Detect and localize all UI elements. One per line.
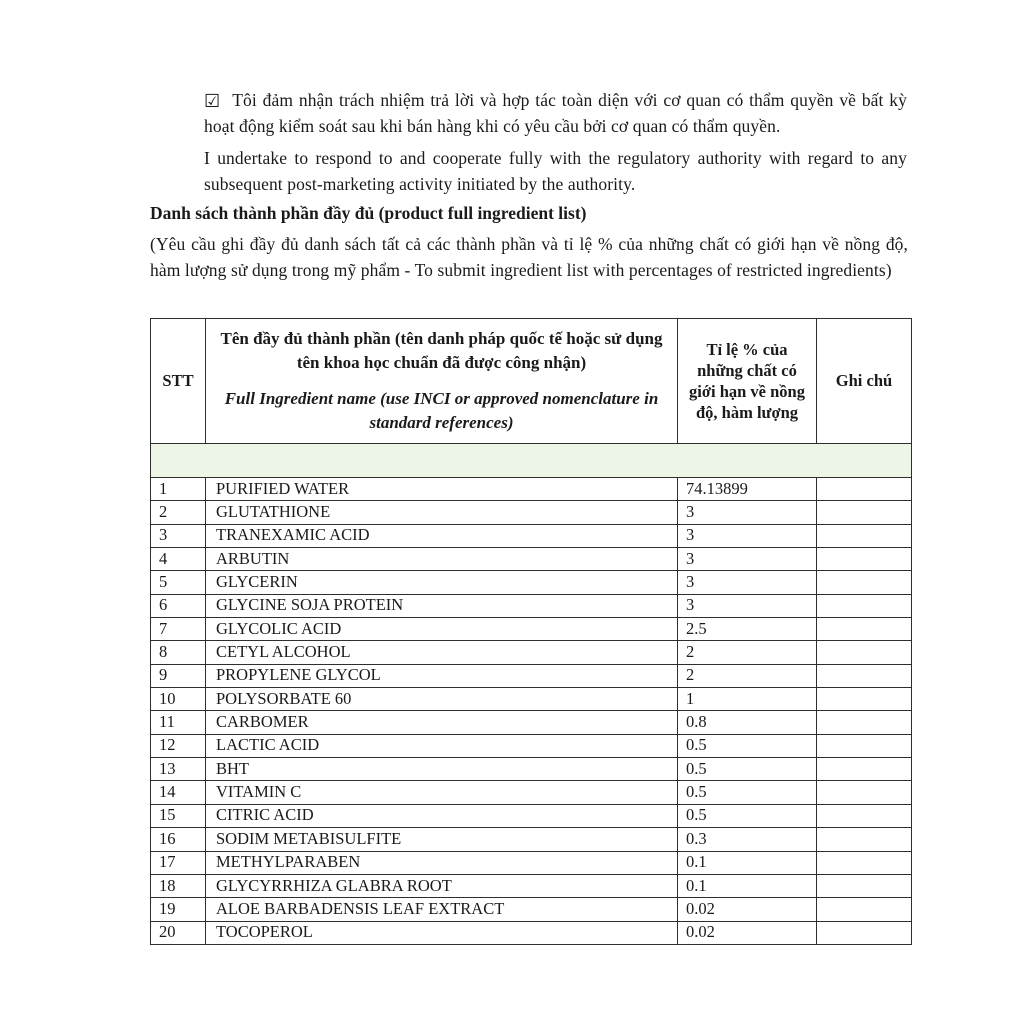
row-note bbox=[817, 804, 912, 827]
row-stt: 19 bbox=[151, 898, 206, 921]
row-ingredient-name: SODIM METABISULFITE bbox=[206, 828, 678, 851]
declaration-paragraph-en: I undertake to respond to and cooperate fully with the regulatory authority with regard to any subsequent post-marketing activity initiated by the authority. bbox=[204, 148, 907, 194]
row-percent: 0.5 bbox=[678, 758, 817, 781]
row-stt: 20 bbox=[151, 921, 206, 944]
row-note bbox=[817, 851, 912, 874]
row-ingredient-name: POLYSORBATE 60 bbox=[206, 688, 678, 711]
row-note bbox=[817, 898, 912, 921]
table-row bbox=[151, 571, 912, 594]
row-ingredient-name: GLYCOLIC ACID bbox=[206, 618, 678, 641]
row-note bbox=[817, 664, 912, 687]
table-row bbox=[151, 781, 912, 804]
table-row bbox=[151, 758, 912, 781]
row-ingredient-name: TOCOPEROL bbox=[206, 921, 678, 944]
row-stt: 10 bbox=[151, 688, 206, 711]
row-ingredient-name: BHT bbox=[206, 758, 678, 781]
section-note-paragraph: (Yêu cầu ghi đầy đủ danh sách tất cả các thành phần và tỉ lệ % của những chất có giới hạn về nồng độ, hàm lượng sử dụng trong mỹ phẩm - To submit ingredient list with percentages of restricted ingredients) bbox=[150, 234, 908, 280]
row-stt: 11 bbox=[151, 711, 206, 734]
row-ingredient-name: GLYCERIN bbox=[206, 571, 678, 594]
row-note bbox=[817, 641, 912, 664]
row-percent: 1 bbox=[678, 688, 817, 711]
row-stt: 1 bbox=[151, 478, 206, 501]
row-ingredient-name: VITAMIN C bbox=[206, 781, 678, 804]
checked-checkbox-icon: ☑ bbox=[204, 91, 221, 111]
row-stt: 8 bbox=[151, 641, 206, 664]
row-note bbox=[817, 874, 912, 897]
table-row bbox=[151, 594, 912, 617]
empty-highlight-cell bbox=[151, 444, 912, 478]
header-percent: Tỉ lệ % của những chất có giới hạn về nồng độ, hàm lượng bbox=[678, 319, 817, 444]
header-ingredient-name bbox=[206, 319, 678, 444]
table-row bbox=[151, 618, 912, 641]
header-note: Ghi chú bbox=[817, 319, 912, 444]
table-row bbox=[151, 641, 912, 664]
row-stt: 3 bbox=[151, 524, 206, 547]
row-ingredient-name: GLYCINE SOJA PROTEIN bbox=[206, 594, 678, 617]
row-percent: 3 bbox=[678, 501, 817, 524]
row-note bbox=[817, 548, 912, 571]
table-row bbox=[151, 664, 912, 687]
row-ingredient-name: METHYLPARABEN bbox=[206, 851, 678, 874]
row-note bbox=[817, 571, 912, 594]
row-stt: 5 bbox=[151, 571, 206, 594]
row-ingredient-name: CETYL ALCOHOL bbox=[206, 641, 678, 664]
row-percent: 0.02 bbox=[678, 921, 817, 944]
row-percent: 0.5 bbox=[678, 781, 817, 804]
declaration-text-vi: Tôi đảm nhận trách nhiệm trả lời và hợp tác toàn diện với cơ quan có thẩm quyền về bất kỳ hoạt động kiểm soát sau khi bán hàng khi có yêu cầu bởi cơ quan có thẩm quyền. bbox=[204, 90, 907, 136]
table-row bbox=[151, 921, 912, 944]
row-note bbox=[817, 921, 912, 944]
table-row bbox=[151, 711, 912, 734]
row-ingredient-name: PURIFIED WATER bbox=[206, 478, 678, 501]
row-stt: 16 bbox=[151, 828, 206, 851]
row-stt: 18 bbox=[151, 874, 206, 897]
table-row bbox=[151, 874, 912, 897]
ingredient-table bbox=[150, 318, 912, 945]
header-ingredient-name-en: Full Ingredient name (use INCI or approved nomenclature in standard references) bbox=[224, 389, 659, 432]
row-ingredient-name: PROPYLENE GLYCOL bbox=[206, 664, 678, 687]
row-percent: 3 bbox=[678, 571, 817, 594]
row-ingredient-name: LACTIC ACID bbox=[206, 734, 678, 757]
row-note bbox=[817, 758, 912, 781]
row-stt: 12 bbox=[151, 734, 206, 757]
table-row bbox=[151, 524, 912, 547]
row-note bbox=[817, 828, 912, 851]
row-percent: 74.13899 bbox=[678, 478, 817, 501]
row-ingredient-name: CARBOMER bbox=[206, 711, 678, 734]
row-percent: 2 bbox=[678, 664, 817, 687]
section-heading: Danh sách thành phần đầy đủ (product full ingredient list) bbox=[150, 203, 587, 223]
row-percent: 3 bbox=[678, 524, 817, 547]
row-note bbox=[817, 688, 912, 711]
table-row bbox=[151, 478, 912, 501]
table-row bbox=[151, 734, 912, 757]
table-row bbox=[151, 548, 912, 571]
row-ingredient-name: ARBUTIN bbox=[206, 548, 678, 571]
row-stt: 7 bbox=[151, 618, 206, 641]
row-note bbox=[817, 501, 912, 524]
row-percent: 0.02 bbox=[678, 898, 817, 921]
row-ingredient-name: GLUTATHIONE bbox=[206, 501, 678, 524]
row-stt: 17 bbox=[151, 851, 206, 874]
row-stt: 4 bbox=[151, 548, 206, 571]
row-note bbox=[817, 711, 912, 734]
row-percent: 2.5 bbox=[678, 618, 817, 641]
row-stt: 15 bbox=[151, 804, 206, 827]
row-note bbox=[817, 594, 912, 617]
row-percent: 0.3 bbox=[678, 828, 817, 851]
empty-highlight-row bbox=[151, 444, 912, 478]
row-note bbox=[817, 524, 912, 547]
table-row bbox=[151, 851, 912, 874]
row-note bbox=[817, 618, 912, 641]
declaration-paragraph-vi bbox=[204, 87, 907, 139]
row-stt: 6 bbox=[151, 594, 206, 617]
table-row bbox=[151, 898, 912, 921]
row-ingredient-name: ALOE BARBADENSIS LEAF EXTRACT bbox=[206, 898, 678, 921]
ingredient-table-body bbox=[151, 444, 912, 945]
row-ingredient-name: CITRIC ACID bbox=[206, 804, 678, 827]
ingredient-table-header bbox=[151, 319, 912, 444]
row-stt: 13 bbox=[151, 758, 206, 781]
row-percent: 0.5 bbox=[678, 804, 817, 827]
row-stt: 9 bbox=[151, 664, 206, 687]
row-percent: 3 bbox=[678, 594, 817, 617]
row-percent: 0.8 bbox=[678, 711, 817, 734]
row-percent: 3 bbox=[678, 548, 817, 571]
header-stt: STT bbox=[151, 319, 206, 444]
table-row bbox=[151, 804, 912, 827]
table-row bbox=[151, 688, 912, 711]
header-ingredient-name-vi: Tên đầy đủ thành phần (tên danh pháp quốc tế hoặc sử dụng tên khoa học chuẩn đã được công nhận) bbox=[220, 329, 663, 372]
table-row bbox=[151, 501, 912, 524]
row-percent: 0.5 bbox=[678, 734, 817, 757]
row-percent: 0.1 bbox=[678, 851, 817, 874]
row-stt: 14 bbox=[151, 781, 206, 804]
row-note bbox=[817, 478, 912, 501]
row-ingredient-name: TRANEXAMIC ACID bbox=[206, 524, 678, 547]
row-note bbox=[817, 781, 912, 804]
row-ingredient-name: GLYCYRRHIZA GLABRA ROOT bbox=[206, 874, 678, 897]
row-stt: 2 bbox=[151, 501, 206, 524]
row-percent: 2 bbox=[678, 641, 817, 664]
row-percent: 0.1 bbox=[678, 874, 817, 897]
table-row bbox=[151, 828, 912, 851]
row-note bbox=[817, 734, 912, 757]
